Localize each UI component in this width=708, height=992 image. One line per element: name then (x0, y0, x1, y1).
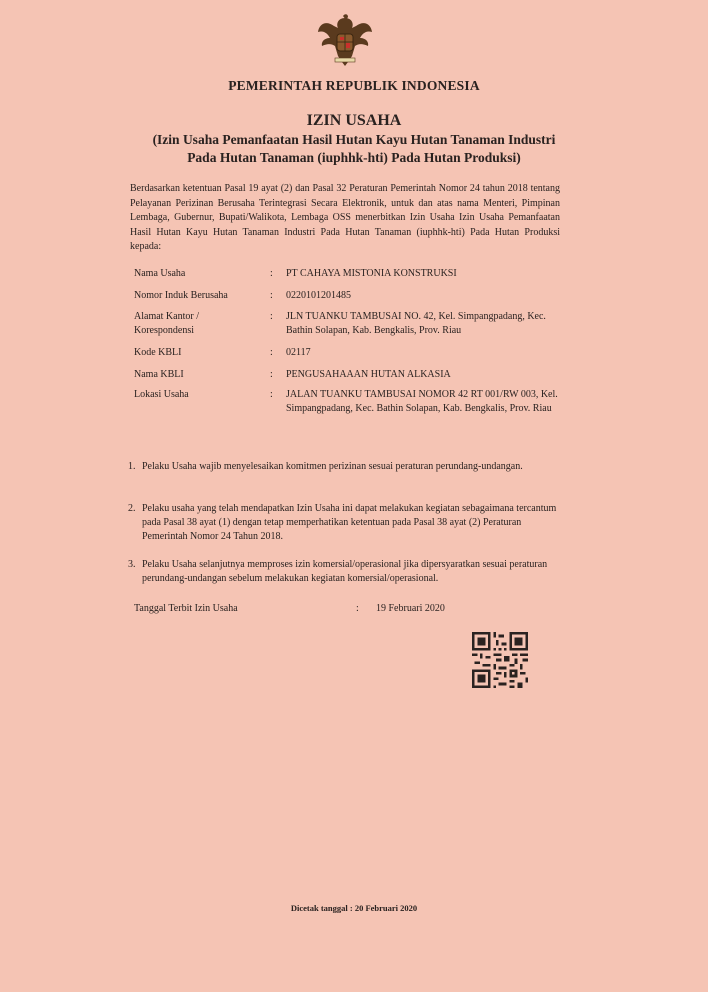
note-number: 1. (128, 461, 136, 472)
field-colon: : (270, 347, 273, 358)
subtitle-line-1: (Izin Usaha Pemanfaatan Hasil Hutan Kayu Hutan Tanaman Industri (152, 132, 556, 147)
printed-date: Dicetak tanggal : 20 Februari 2020 (290, 903, 418, 913)
issue-date (134, 603, 445, 614)
note-number: 3. (128, 559, 136, 570)
note-text: Pelaku Usaha selanjutnya memproses izin komersial/operasional jika dipersyaratkan sesuai peraturan perundang-undangan sebelum melakukan kegiatan komersial/operasional. (142, 559, 548, 584)
qr-code-icon (472, 632, 528, 688)
garuda-emblem-icon (316, 12, 374, 68)
document-subtitle (100, 131, 608, 167)
note-text: Pelaku usaha yang telah mendapatkan Izin Usaha ini dapat melakukan kegiatan sebagaimana tercantum pada Pasal 38 ayat (1) dengan tetap memperhatikan ketentuan pada Pasal 38 ayat (2) Peraturan Pemerintah Nomor 24 Tahun 2018. (142, 503, 557, 542)
issuing-government: PEMERINTAH REPUBLIK INDONESIA (228, 78, 480, 93)
document-title: IZIN USAHA (306, 112, 402, 129)
field-value: PENGUSAHAAAN HUTAN ALKASIA (286, 369, 451, 380)
issue-date-value: 19 Februari 2020 (376, 603, 445, 614)
field-value: JLN TUANKU TAMBUSAI NO. 42, Kel. Simpangpadang, Kec. Bathin Solapan, Kab. Bengkalis, Prov. Riau (286, 311, 546, 336)
field-colon: : (270, 369, 273, 380)
subtitle-line-2: Pada Hutan Tanaman (iuphhk-hti) Pada Hutan Produksi) (187, 150, 521, 165)
field-value: PT CAHAYA MISTONIA KONSTRUKSI (286, 268, 457, 279)
field-value: JALAN TUANKU TAMBUSAI NOMOR 42 RT 001/RW 003, Kel. Simpangpadang, Kec. Bathin Solapan, Kab. Bengkalis, Prov. Riau (286, 389, 558, 414)
field-label: Nama KBLI (134, 369, 184, 380)
field-colon: : (270, 268, 273, 279)
field-value: 02117 (286, 347, 311, 358)
field-value: 0220101201485 (286, 290, 351, 301)
field-label: Nomor Induk Berusaha (134, 290, 228, 301)
field-colon: : (270, 311, 273, 322)
field-label: Nama Usaha (134, 268, 186, 279)
issue-date-label: Tanggal Terbit Izin Usaha (134, 603, 238, 614)
issue-date-colon: : (356, 603, 359, 614)
field-colon: : (270, 389, 273, 400)
note-text: Pelaku Usaha wajib menyelesaikan komitmen perizinan sesuai peraturan perundang-undangan. (142, 461, 523, 472)
intro-paragraph: Berdasarkan ketentuan Pasal 19 ayat (2) dan Pasal 32 Peraturan Pemerintah Nomor 24 tahun 2018 tentang Pelayanan Perizinan Berusaha Terintegrasi Secara Elektronik, untuk dan atas nama Menteri, Pimpinan Lembaga, Gubernur, Bupati/Walikota, Lembaga OSS menerbitkan Izin Usaha Izin Usaha Pemanfaatan Hasil Hutan Kayu Hutan Tanaman Industri Pada Hutan Tanaman (iuphhk-hti) Pada Hutan Produksi kepada: (130, 183, 560, 252)
note-number: 2. (128, 503, 136, 514)
field-label: Alamat Kantor / Korespondensi (134, 311, 199, 336)
field-label: Kode KBLI (134, 347, 182, 358)
field-label: Lokasi Usaha (134, 389, 189, 400)
field-colon: : (270, 290, 273, 301)
